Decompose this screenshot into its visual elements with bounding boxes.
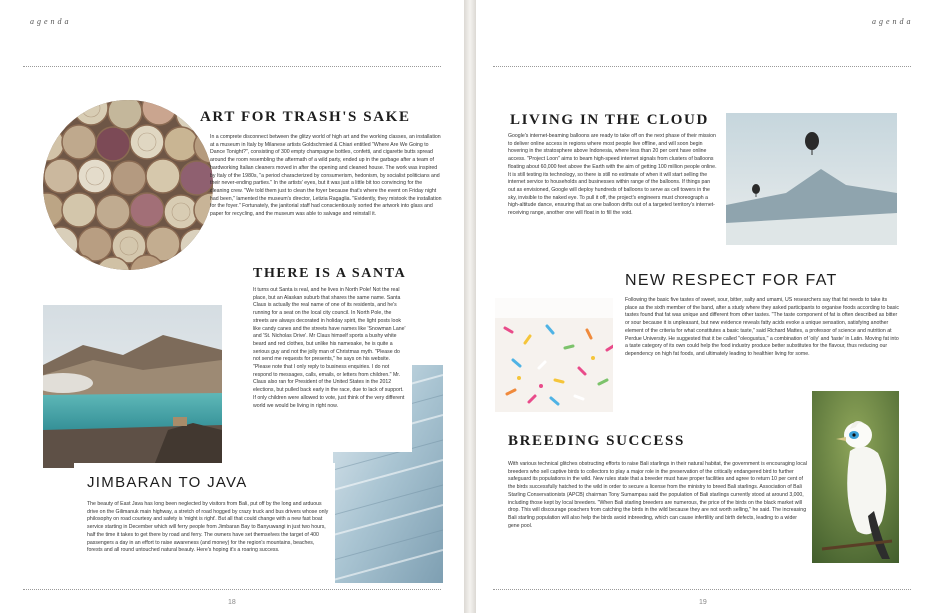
page-number-left: 18 xyxy=(228,599,236,606)
crater-lake-photo xyxy=(43,305,222,468)
jimbaran-title: JIMBARAN TO JAVA xyxy=(87,474,248,491)
spine xyxy=(464,0,476,613)
fat-panel xyxy=(613,262,908,412)
cloud-title: LIVING IN THE CLOUD xyxy=(510,112,709,128)
jimbaran-panel xyxy=(74,463,335,585)
breeding-title: BREEDING SUCCESS xyxy=(508,433,685,449)
breeding-body: With various technical glitches obstructing efforts to raise Bali starlings in their natural habitat, the government is encouraging local breeders who sell captive birds to collectors to play a major role in the preservation of the critically endangered bird to further safeguard its populations in the wild. New rules state that a breeder must have proper facilities and agree to return 10 per cent of the birds successfully hatched to the wild in order to secure a license from the ministry to breed Bali starlings. Association of Bali Starling Conservationists (APCB) chairman Tony Sumampau said the population of Bali starlings currently stood at around 3,000, including those kept by local breeders. "When Bali starling breeders are numerous, the price of the birds on the black market will drop. This will discourage poachers from catching the birds in the wild because they are not worth selling," he said. The increasing Bali starling population will also help the birds avoid inbreeding, which can cause infertility and birth defects, leading to a wider gene pool. xyxy=(508,461,807,529)
right-page xyxy=(476,0,940,613)
page-number-right: 19 xyxy=(699,599,707,606)
left-page xyxy=(0,0,464,613)
running-head-right: agenda xyxy=(872,17,914,26)
jimbaran-body: The beauty of East Java has long been neglected by visitors from Bali, put off by the long and arduous drive on the Gilimanuk main highway, a stretch of road hogged by crazy truck and bus drivers whose only philosophy on road courtesy and safety is 'might is right'. But all that could change with a new fast boat service starting in December which will ferry people from Jimbaran Bay to Banyuwangi in just two hours, half the time it takes to get there by road and ferry. The owners have set themselves the target of 400 passengers a day in an effort to raise awareness (and money) for the region's mountains, beaches, forests and all round untouched natural beauty. Here's hoping it's a roaring success. xyxy=(87,501,329,554)
running-head-left: agenda xyxy=(30,17,72,26)
fat-body: Following the basic five tastes of sweet, sour, bitter, salty and umami, US researchers say that fat needs to take its place as the sixth member of the band, after a study where they asked participants to organise foods according to basic tastes found that fat was unique and different from other tastes. "The taste component of fat is often described as bitter or sour because it is unpleasant, but new evidence reveals fatty acids evoke a unique sensation, satisfying another element of the criteria for what constitutes a basic taste," said Richard Mattes, a professor of science and nutrition at Perdue University. He suggested that it be called "oleogustus," a combination of 'oily' and 'taste' in Latin. Moving fat into a taste category of its own could help the food industry produce better substitutes for the flavour, thus reducing our dependency on high fat foods, and ultimately leading to healthier living for some. xyxy=(625,297,899,357)
bali-starling-photo xyxy=(812,391,899,563)
cloud-body: Google's internet-beaming balloons are ready to take off on the next phase of their mission to deliver online access in regions where most people live offline, and will soon begin hovering in the stratosphere above Indonesia, where less than 20 per cent have online access. "Project Loon" aims to beam high-speed internet signals from clusters of balloons floating about 60,000 feet above the Earth with the aim of getting 100 million people online. It is still testing its technology, so there is still no estimate of when it will start selling the internet service to households and businesses within range of the balloons. If things pan out as envisioned, Google will deploy hundreds of balloons to serve as cell towers in the sky, invisible to the naked eye. To pull it off, the project's engineers must choreograph a high-altitude dance, ensuring that as one balloon drifts out of a targeted territory's internet-receiving range, another one will float in to fill the void. xyxy=(508,133,717,217)
santa-panel xyxy=(246,262,412,452)
wine-corks-photo xyxy=(43,100,213,270)
santa-body: It turns out Santa is real, and he lives in North Pole! Not the real place, but an Alaskan suburb that shares the same name. Santa Claus is actually the real name of one of its residents, and he's running for a seat on the local city council. In North Pole, the streets are always decorated in holiday spirit, the light posts look like candy canes and the streets have names like 'Snowman Lane' and 'St. Nicholas Drive'. Mr Claus himself sports a bushy white beard and red clothes, but unlike his namesake, he is quite a serious guy and not the jolly man of Christmas myth. "Please do not send me requests for presents," he says on his website. "Please note that I only reply to business enquiries. I do not respond to messages, calls, emails, or letters from children." Mr. Claus also ran for President of the United States in the 2012 elections, but pulled back early in the race, due to lack of support. If only children were allowed to vote, just think of the very different world we would be living in right now. xyxy=(253,287,406,409)
balloons-mountain-photo xyxy=(726,113,897,245)
fat-title: NEW RESPECT FOR FAT xyxy=(625,272,838,289)
trash-body: In a comprete disconnect between the glitzy world of high art and the working classes, an installation at a museum in Italy by Milanese artists Goldschmied & Chiari entitled "Where Are We Going to Dance Tonight?", consisting of 300 empty champagne bottles, confetti, and cigarette butts spread around the room resembling the aftermath of a wild party, ended up in the garbage after a team of hardworking Italian cleaners moved in after the opening and cleaned house. The work was inspired by Italy of the 1980s, "a period characterized by consumerism, hedonism, by socialist politicians and their never-ending parties." In the artists' eyes, but it was just a little bit too convincing for the cleaning crew. "We told them just to clean the foyer because that's where the event on Friday night had been," lamented the museum's director, Letizia Ragaglia. "Evidently, they mistook the installation for the foyer." Fortunately, the janitorial staff had conscientiously sorted the artwork into glass and paper for recycling, and the museum was able to salvage and reinstall it. xyxy=(210,134,442,218)
trash-title: ART FOR TRASH'S SAKE xyxy=(200,109,411,125)
santa-title: THERE IS A SANTA xyxy=(253,266,407,281)
